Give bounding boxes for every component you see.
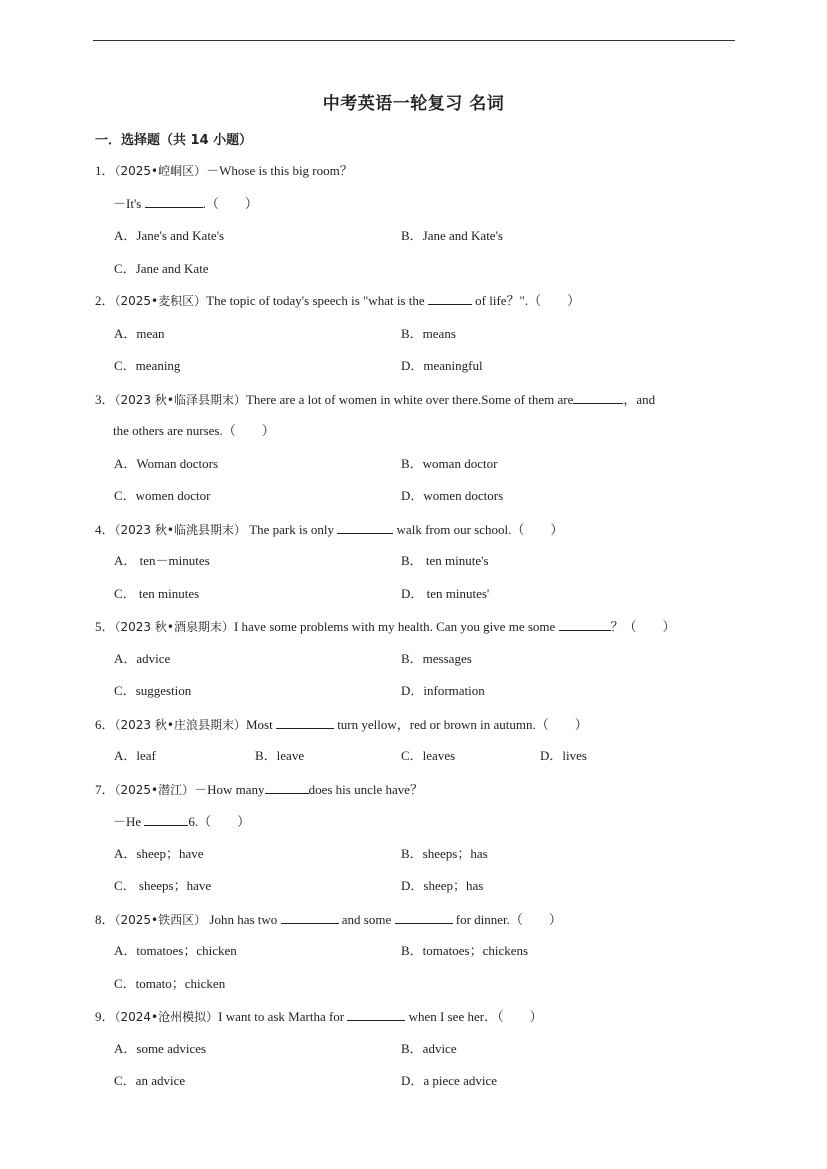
option-a[interactable]: A．tomatoes；chicken xyxy=(114,943,237,958)
option-a[interactable]: A． ten－minutes xyxy=(114,553,210,568)
option-b[interactable]: B．messages xyxy=(401,651,472,666)
answer-blank[interactable] xyxy=(144,813,188,826)
answer-blank[interactable] xyxy=(395,911,453,924)
question-1: 1．（2025•崆峒区）－Whose is this big room？ xyxy=(95,163,353,178)
section-heading: 一．选择题（共 14 小题） xyxy=(95,133,253,148)
option-c[interactable]: C．Jane and Kate xyxy=(114,261,209,276)
option-b[interactable]: B．tomatoes；chickens xyxy=(401,943,529,958)
option-d[interactable]: D．women doctors xyxy=(401,488,504,503)
page-title: 中考英语一轮复习 名词 xyxy=(322,94,505,114)
option-a[interactable]: A．Jane's and Kate's xyxy=(114,228,225,243)
question-7-line2: －He 6.（ ） xyxy=(113,814,251,829)
answer-blank[interactable] xyxy=(559,618,611,631)
answer-blank[interactable] xyxy=(337,521,393,534)
question-7: 7．（2025•潜江）－How many does his uncle have？ xyxy=(95,782,424,797)
question-9: 9．（2024•沧州模拟）I want to ask Martha for when I see her．（ ） xyxy=(95,1009,543,1024)
question-3-line2: the others are nurses.（ ） xyxy=(113,423,275,438)
option-b[interactable]: B．advice xyxy=(401,1041,457,1056)
option-a[interactable]: A．advice xyxy=(114,651,171,666)
option-d[interactable]: D．sheep；has xyxy=(401,878,484,893)
answer-blank[interactable] xyxy=(145,195,203,208)
answer-blank[interactable] xyxy=(265,781,309,794)
option-c[interactable]: C．suggestion xyxy=(114,683,192,698)
question-5: 5．（2023 秋•酒泉期末）I have some problems with my health. Can you give me some ？（ ） xyxy=(95,619,676,634)
header-rule xyxy=(93,40,735,41)
option-d[interactable]: D．lives xyxy=(540,748,587,763)
option-d[interactable]: D．meaningful xyxy=(401,358,483,373)
option-c[interactable]: C．meaning xyxy=(114,358,181,373)
option-d[interactable]: D．information xyxy=(401,683,485,698)
option-a[interactable]: A．mean xyxy=(114,326,165,341)
option-d[interactable]: D．a piece advice xyxy=(401,1073,498,1088)
answer-blank[interactable] xyxy=(276,716,334,729)
answer-blank[interactable] xyxy=(347,1008,405,1021)
option-a[interactable]: A．some advices xyxy=(114,1041,207,1056)
question-4: 4．（2023 秋•临洮县期末） The park is only walk from our school.（ ） xyxy=(95,522,564,537)
question-3: 3．（2023 秋•临泽县期末）There are a lot of women in white over there.Some of them are ，and xyxy=(95,392,656,407)
option-a[interactable]: A．Woman doctors xyxy=(114,456,219,471)
option-c[interactable]: C．an advice xyxy=(114,1073,186,1088)
question-1-line2: －It's .（ ） xyxy=(113,196,258,211)
option-c[interactable]: C．leaves xyxy=(401,748,456,763)
option-b[interactable]: B．Jane and Kate's xyxy=(401,228,503,243)
answer-blank[interactable] xyxy=(573,391,623,404)
option-c[interactable]: C．women doctor xyxy=(114,488,211,503)
answer-blank[interactable] xyxy=(281,911,339,924)
option-b[interactable]: B．sheeps；has xyxy=(401,846,488,861)
option-b[interactable]: B．woman doctor xyxy=(401,456,498,471)
option-c[interactable]: C． ten minutes xyxy=(114,586,200,601)
option-b[interactable]: B．means xyxy=(401,326,456,341)
option-b[interactable]: B．leave xyxy=(255,748,305,763)
option-c[interactable]: C．tomato；chicken xyxy=(114,976,226,991)
option-c[interactable]: C． sheeps；have xyxy=(114,878,212,893)
option-a[interactable]: A．sheep；have xyxy=(114,846,204,861)
question-6: 6．（2023 秋•庄浪县期末）Most turn yellow，red or brown in autumn.（ ） xyxy=(95,717,588,732)
answer-blank[interactable] xyxy=(428,292,472,305)
option-d[interactable]: D． ten minutes' xyxy=(401,586,490,601)
question-2: 2．（2025•麦积区）The topic of today's speech is "what is the of life？".（ ） xyxy=(95,293,581,308)
option-a[interactable]: A．leaf xyxy=(114,748,156,763)
question-8: 8．（2025•铁西区） John has two and some for dinner.（ ） xyxy=(95,912,562,927)
option-b[interactable]: B． ten minute's xyxy=(401,553,489,568)
